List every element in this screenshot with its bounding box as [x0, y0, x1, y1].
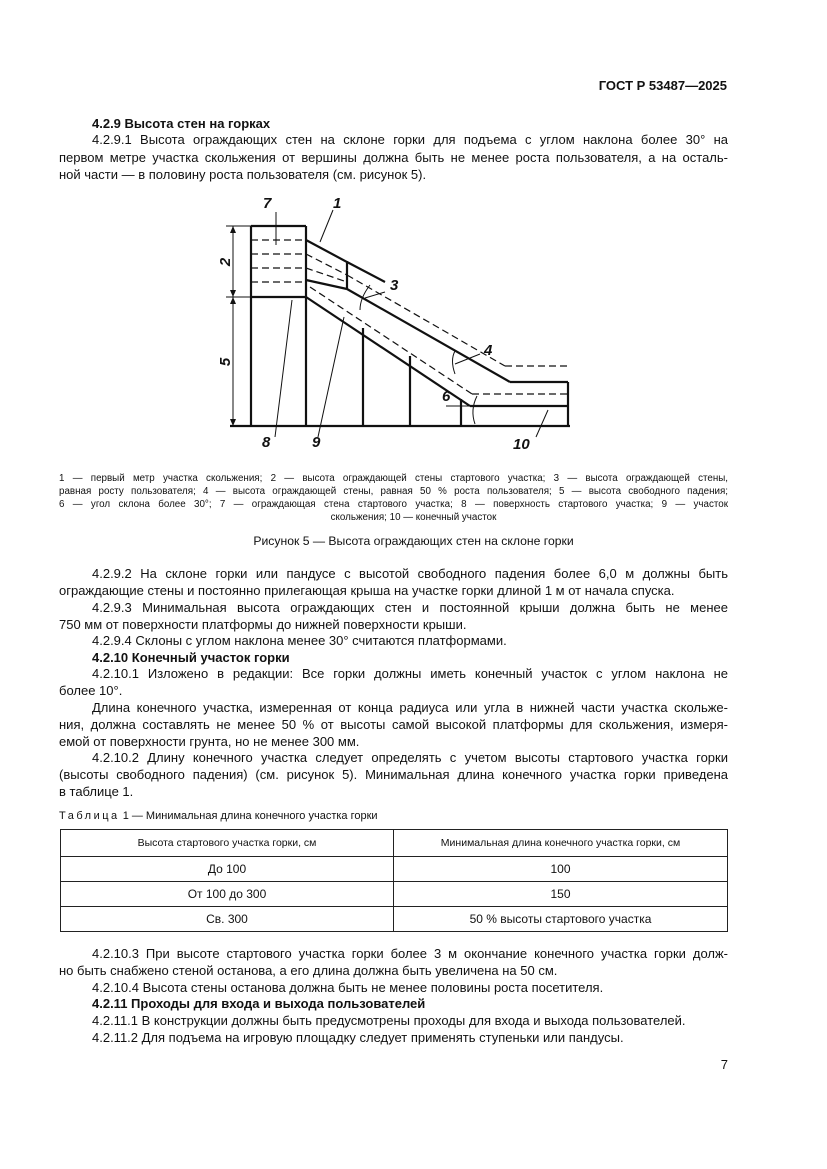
paragraph-line: но быть снабжено стеной останова, а его длина должна быть увеличена на 50 см.	[59, 963, 558, 978]
paragraph-line: ограждающие стены и постоянно прилегающая крыша на участке горки длиной 1 м от начала спуска.	[59, 583, 675, 598]
paragraph-line: 4.2.11.1 В конструкции должны быть предусмотрены проходы для входа и выхода пользователей.	[92, 1013, 686, 1028]
paragraph-line: Длина конечного участка, измеренная от конца радиуса или угла в нижней части участка скольже-	[92, 700, 728, 715]
paragraph-line: (высоты свободного падения) (см. рисунок 5). Минимальная длина конечного участка горки приведена	[59, 767, 728, 782]
table-header-row	[61, 830, 728, 857]
min-length-table	[60, 829, 728, 932]
table-caption	[59, 809, 378, 823]
table-caption-word: Таблица	[59, 810, 120, 822]
table-row	[61, 857, 728, 882]
paragraph-line: 4.2.10.2 Длину конечного участка следует определять с учетом высоты стартового участка горки	[92, 750, 728, 765]
document-id: ГОСТ Р 53487—2025	[598, 78, 727, 93]
page-number: 7	[720, 1057, 728, 1072]
paragraph-line: ния, должна составлять не менее 50 % от высоты самой высокой платформы для скольжения, измеря-	[59, 717, 728, 732]
paragraph-line: 4.2.9.2 На склоне горки или пандусе с высотой свободного падения более 6,0 м должны быть	[92, 566, 728, 581]
diagram-label-8: 8	[262, 434, 271, 451]
diagram-label-10: 10	[513, 436, 530, 453]
paragraph-line: 4.2.9.4 Склоны с углом наклона менее 30° считаются платформами.	[92, 633, 507, 648]
paragraph-line: 4.2.9.1 Высота ограждающих стен на склоне горки для подъема с углом наклона более 30° на	[92, 132, 728, 147]
paragraph-line: ной части — в половину роста пользователя (см. рисунок 5).	[59, 167, 427, 182]
table-caption-text: 1 — Минимальная длина конечного участка горки	[122, 810, 378, 822]
table-row	[61, 907, 728, 932]
diagram-label-1: 1	[333, 195, 342, 212]
diagram-label-9: 9	[312, 434, 321, 451]
diagram-label-5: 5	[217, 357, 234, 367]
table-cell: 100	[394, 857, 728, 882]
figure-caption: Рисунок 5 — Высота ограждающих стен на склоне горки	[253, 534, 574, 548]
table-header-cell: Высота стартового участка горки, см	[61, 830, 394, 857]
slide-wall-height-diagram	[200, 190, 590, 460]
table-cell: Св. 300	[61, 907, 394, 932]
diagram-label-6: 6	[442, 388, 451, 405]
paragraph-line: 4.2.10.1 Изложено в редакции: Все горки должны иметь конечный участок с углом наклона не	[92, 666, 728, 681]
paragraph-line: более 10°.	[59, 683, 123, 698]
paragraph-line: в таблице 1.	[59, 784, 134, 799]
table-cell: 150	[394, 882, 728, 907]
paragraph-line: 4.2.9.3 Минимальная высота ограждающих стен и постоянной крыши должна быть не менее	[92, 600, 728, 615]
paragraph-line: 4.2.10.4 Высота стены останова должна быть не менее половины роста посетителя.	[92, 980, 604, 995]
paragraph-line: первом метре участка скольжения от вершины должна быть не менее роста пользователя, а на осталь-	[59, 150, 728, 165]
paragraph-line: 4.2.10.3 При высоте стартового участка горки более 3 м окончание конечного участка горки долж-	[92, 946, 728, 961]
paragraph-line: 4.2.11.2 Для подъема на игровую площадку следует применять ступеньки или пандусы.	[92, 1030, 624, 1045]
table-row	[61, 882, 728, 907]
diagram-label-7: 7	[263, 195, 272, 212]
diagram-label-4: 4	[484, 342, 493, 359]
table-cell: До 100	[61, 857, 394, 882]
figure-legend-line: равная росту пользователя; 4 — высота ограждающей стены, равная 50 % роста пользователя; 5 — высота свободного падения;	[59, 486, 728, 497]
figure-legend-line: 6 — угол склона более 30°; 7 — ограждающая стена стартового участка; 8 — поверхность стартового участка; 9 — участок	[59, 499, 728, 510]
paragraph-line: 750 мм от поверхности платформы до нижней поверхности крыши.	[59, 617, 467, 632]
paragraph-line: емой от поверхности грунта, но не менее 300 мм.	[59, 734, 360, 749]
diagram-label-2: 2	[217, 257, 234, 267]
figure-legend-line: скольжения; 10 — конечный участок	[330, 512, 497, 523]
diagram-label-3: 3	[390, 277, 399, 294]
section-heading-4-2-10: 4.2.10 Конечный участок горки	[92, 650, 290, 665]
table-cell: От 100 до 300	[61, 882, 394, 907]
section-heading-4-2-11: 4.2.11 Проходы для входа и выхода пользователей	[92, 996, 426, 1011]
figure-legend-line: 1 — первый метр участка скольжения; 2 — высота ограждающей стены стартового участка; 3 — высота ограждающей стены,	[59, 473, 728, 484]
table-header-cell: Минимальная длина конечного участка горки, см	[394, 830, 728, 857]
section-heading-4-2-9: 4.2.9 Высота стен на горках	[92, 116, 271, 131]
table-cell: 50 % высоты стартового участка	[394, 907, 728, 932]
